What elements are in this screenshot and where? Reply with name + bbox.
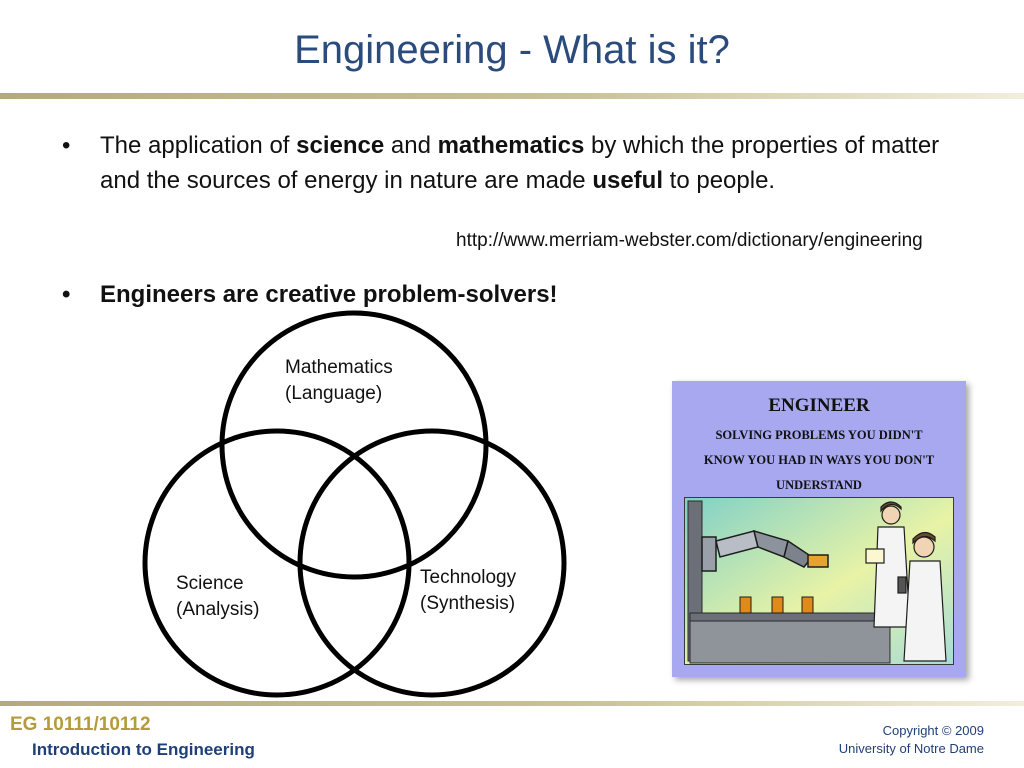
title-divider (0, 93, 1024, 99)
venn-label-mathematics-name: Mathematics (285, 357, 393, 378)
definition-bold-mathematics: mathematics (437, 132, 585, 159)
slide-title: Engineering - What is it? (294, 28, 730, 72)
source-url: http://www.merriam-webster.com/dictionary/engineering (456, 230, 923, 251)
bullet-marker: • (62, 281, 71, 308)
venn-label-technology-role: (Synthesis) (420, 593, 516, 614)
course-code: EG 10111/10112 (10, 714, 151, 735)
poster-caption-line-1: SOLVING PROBLEMS YOU DIDN'T (715, 428, 923, 442)
definition-part-1: The application of (100, 132, 297, 159)
definition-part-2: and (384, 132, 438, 159)
venn-circle-science (145, 431, 409, 695)
venn-label-mathematics (285, 355, 393, 407)
venn-label-mathematics-role: (Language) (285, 383, 383, 404)
definition-part-3: by which the properties of matter and the sources of energy in nature are made (100, 132, 940, 194)
venn-circle-technology (300, 431, 564, 695)
footer-divider (0, 701, 1024, 706)
definition-part-4: to people. (663, 167, 776, 194)
venn-label-technology (420, 565, 516, 617)
creative-text: Engineers are creative problem-solvers! (100, 281, 558, 308)
copyright-line-1: Copyright © 2009 (882, 723, 984, 738)
venn-circle-mathematics (222, 313, 486, 577)
venn-label-science (176, 571, 259, 623)
venn-label-science-role: (Analysis) (176, 599, 260, 620)
engineers-robot-illustration (684, 497, 954, 665)
engineer-poster (672, 381, 966, 677)
poster-title: ENGINEER (768, 395, 870, 416)
copyright-notice (839, 722, 984, 758)
definition-bold-science: science (296, 132, 385, 159)
venn-label-technology-name: Technology (420, 567, 517, 588)
venn-label-science-name: Science (176, 573, 244, 594)
definition-bold-useful: useful (592, 167, 663, 194)
poster-caption (672, 423, 966, 498)
course-name: Introduction to Engineering (32, 740, 255, 759)
poster-caption-line-2: KNOW YOU HAD IN WAYS YOU DON'T (703, 453, 935, 467)
definition-text (100, 128, 960, 198)
poster-caption-line-3: UNDERSTAND (776, 478, 862, 492)
bullet-marker: • (62, 132, 71, 159)
copyright-line-2: University of Notre Dame (838, 741, 984, 756)
